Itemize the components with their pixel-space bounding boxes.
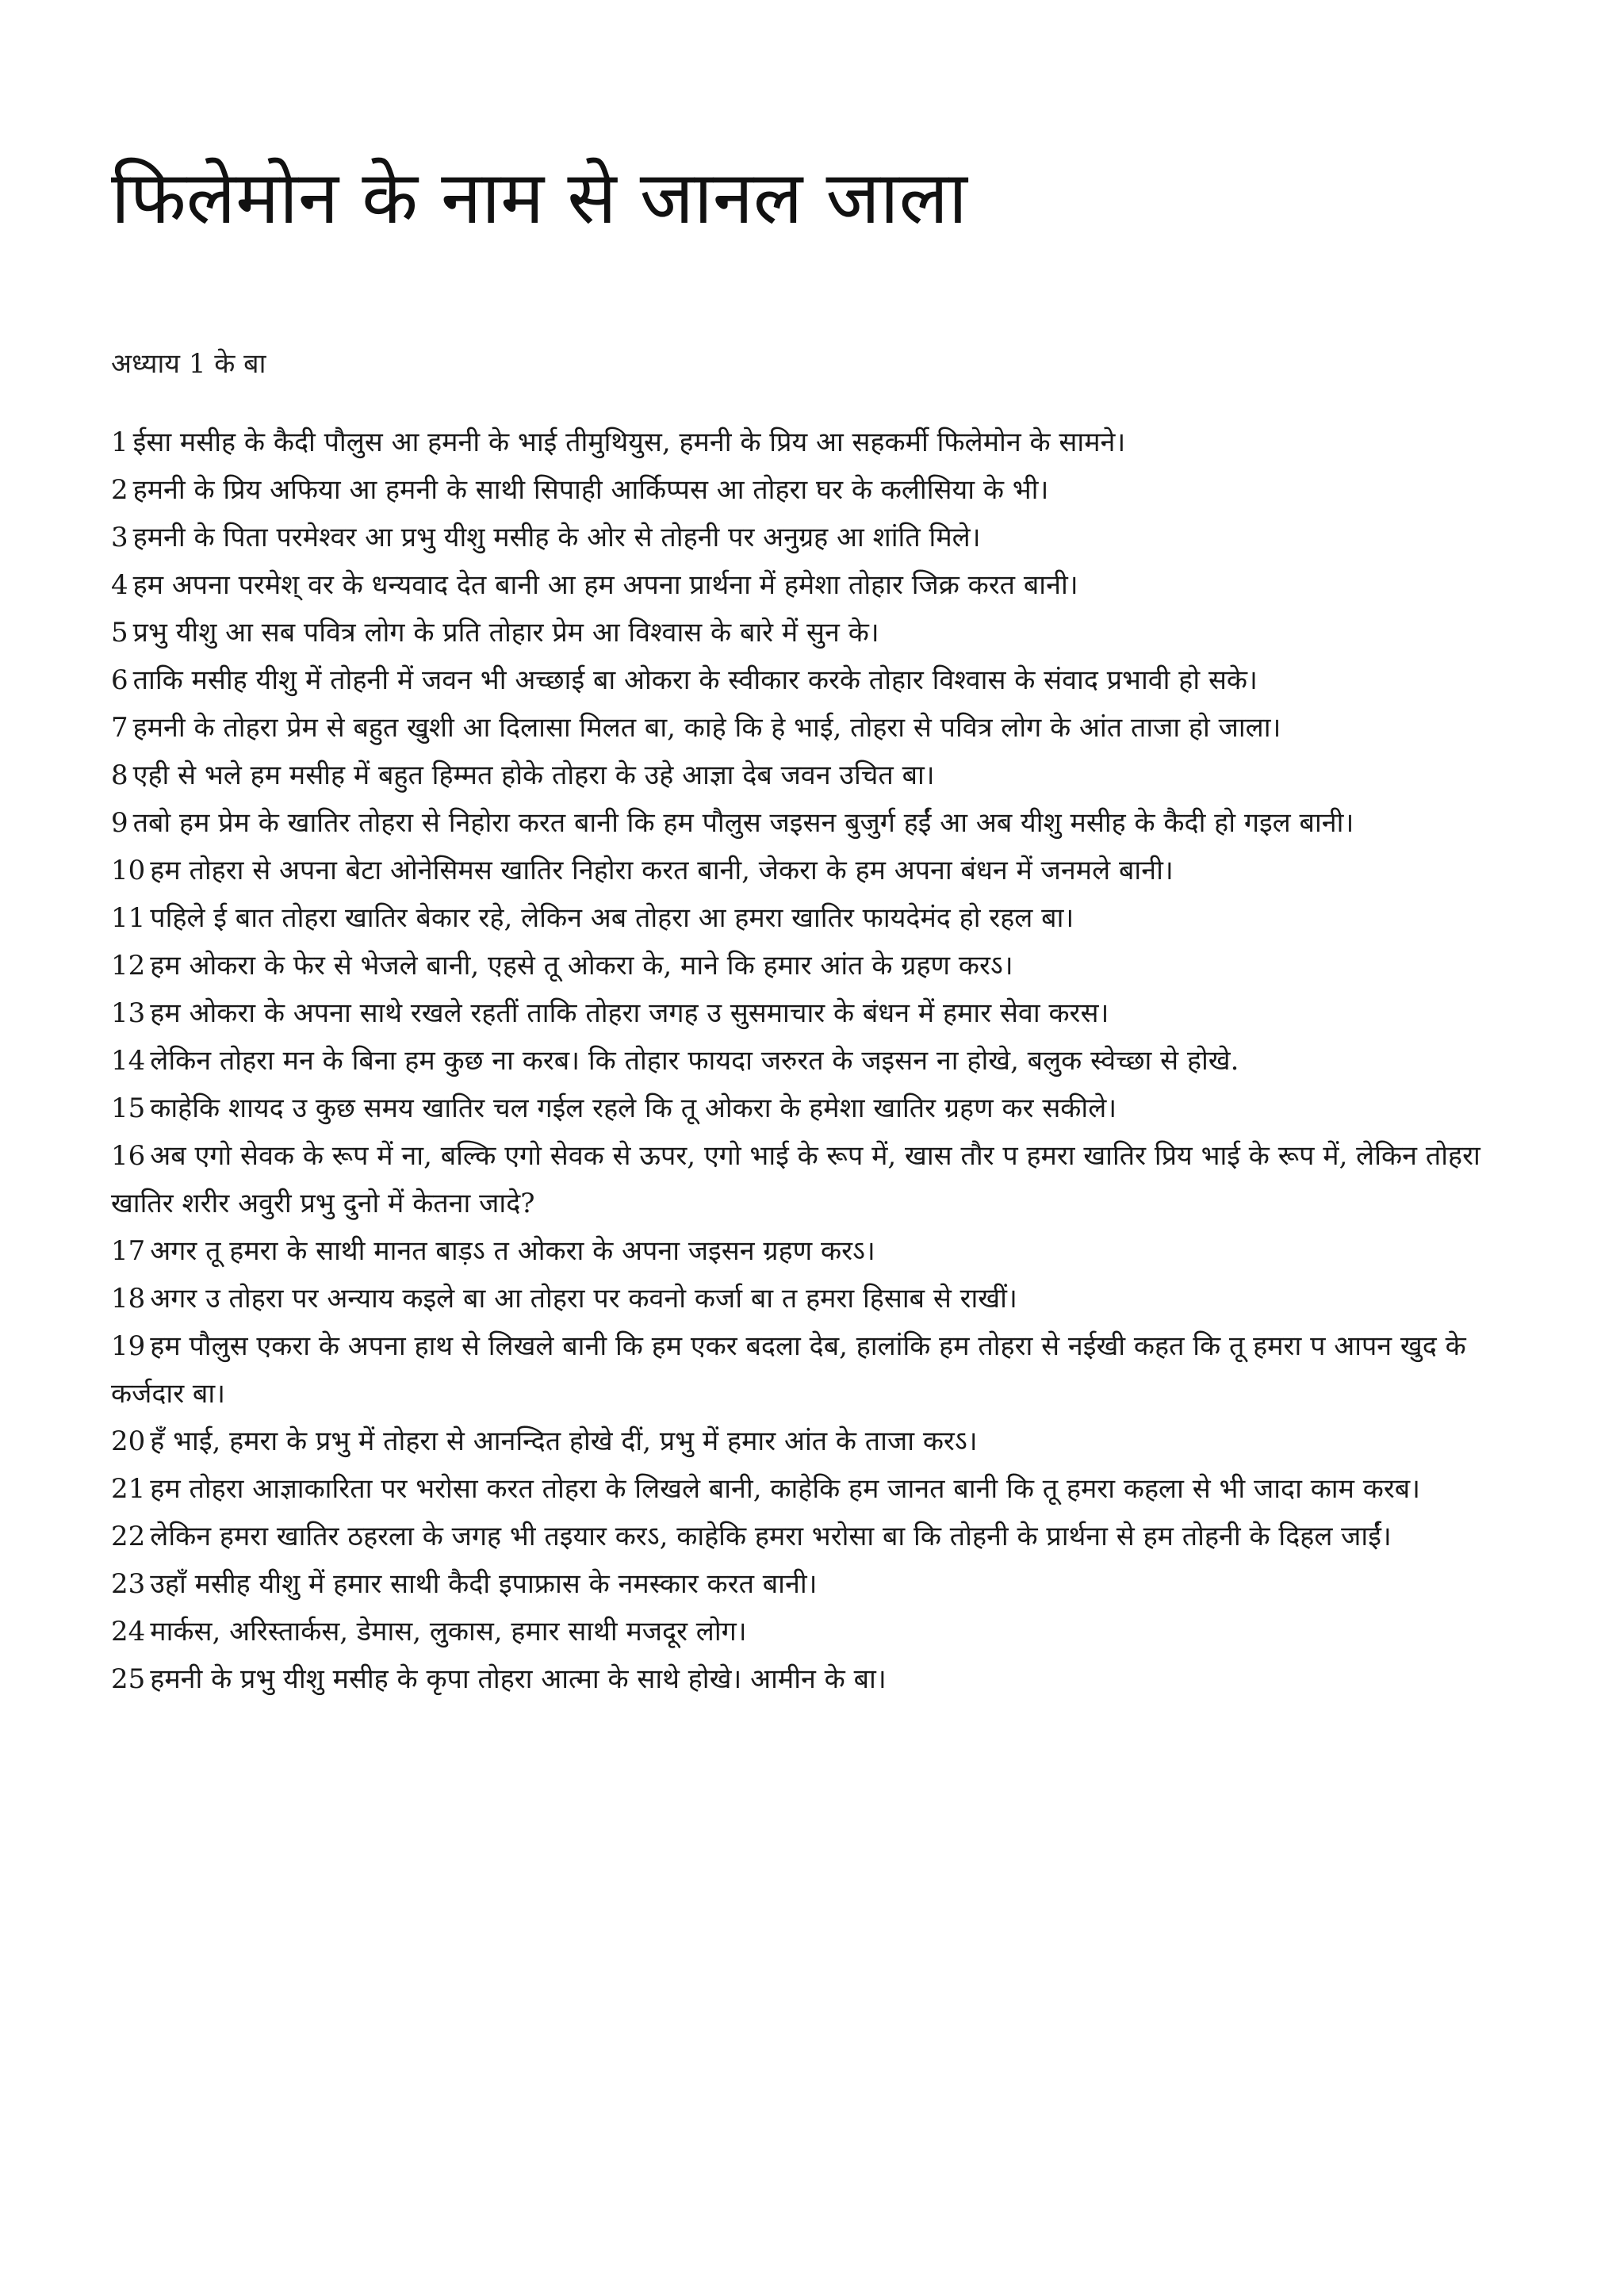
verse-text: प्रभु यीशु आ सब पवित्र लोग के प्रति तोहार प्रेम आ विश्वास के बारे में सुन के।	[132, 617, 879, 649]
verse-text: हम ओकरा के फेर से भेजले बानी, एहसे तू ओकरा के, माने कि हमार आंत के ग्रहण करऽ।	[150, 950, 1013, 982]
verse-item	[111, 704, 1538, 752]
verse-text: अब एगो सेवक के रूप में ना, बल्कि एगो सेवक से ऊपर, एगो भाई के रूप में, खास तौर प हमरा खातिर प्रिय भाई के रूप में, लेकिन तोहरा खातिर शरीर अवुरी प्रभु दुनो में केतना जादे?	[111, 1140, 1480, 1219]
verse-number: 7	[111, 712, 128, 744]
verse-text: हमनी के प्रभु यीशु मसीह के कृपा तोहरा आत्मा के साथे होखे। आमीन के बा।	[150, 1663, 887, 1695]
verse-list	[111, 419, 1538, 1703]
verse-item	[111, 942, 1538, 989]
verse-item	[111, 466, 1538, 514]
verse-number: 4	[111, 569, 128, 601]
verse-text: तबो हम प्रेम के खातिर तोहरा से निहोरा करत बानी कि हम पौलुस जइसन बुजुर्ग हईं आ अब यीशु मसीह के कैदी हो गइल बानी।	[132, 807, 1354, 839]
document-title: फिलेमोन के नाम से जानल जाला	[111, 155, 967, 240]
verse-number: 15	[111, 1093, 146, 1124]
verse-number: 24	[111, 1616, 146, 1647]
verse-item	[111, 1465, 1538, 1513]
verse-text: काहेकि शायद उ कुछ समय खातिर चल गईल रहले कि तू ओकरा के हमेशा खातिर ग्रहण कर सकीले।	[150, 1093, 1117, 1124]
verse-number: 17	[111, 1235, 146, 1267]
verse-number: 13	[111, 997, 146, 1029]
verse-number: 20	[111, 1425, 146, 1457]
verse-number: 12	[111, 950, 146, 982]
verse-number: 8	[111, 760, 128, 791]
verse-text: हमनी के पिता परमेश्वर आ प्रभु यीशु मसीह के ओर से तोहनी पर अनुग्रह आ शांति मिले।	[132, 522, 981, 553]
verse-number: 10	[111, 855, 146, 886]
verse-text: हम पौलुस एकरा के अपना हाथ से लिखले बानी कि हम एकर बदला देब, हालांकि हम तोहरा से नईखी कहत कि तू हमरा प आपन खुद के कर्जदार बा।	[111, 1330, 1466, 1410]
verse-item	[111, 989, 1538, 1037]
verse-text: अगर उ तोहरा पर अन्याय कइले बा आ तोहरा पर कवनो कर्जा बा त हमरा हिसाब से राखीं।	[150, 1283, 1017, 1314]
verse-text: पहिले ई बात तोहरा खातिर बेकार रहे, लेकिन अब तोहरा आ हमरा खातिर फायदेमंद हो रहल बा।	[150, 902, 1074, 934]
verse-number: 6	[111, 664, 128, 696]
verse-item	[111, 609, 1538, 656]
verse-text: हम ओकरा के अपना साथे रखले रहतीं ताकि तोहरा जगह उ सुसमाचार के बंधन में हमार सेवा करस।	[150, 997, 1109, 1029]
verse-text: एही से भले हम मसीह में बहुत हिम्मत होके तोहरा के उहे आज्ञा देब जवन उचित बा।	[132, 760, 935, 791]
verse-item	[111, 1275, 1538, 1322]
verse-text: हम तोहरा से अपना बेटा ओनेसिमस खातिर निहोरा करत बानी, जेकरा के हम अपना बंधन में जनमले बानी।	[150, 855, 1174, 886]
verse-item	[111, 1132, 1538, 1227]
verse-number: 18	[111, 1283, 146, 1314]
verse-text: ईसा मसीह के कैदी पौलुस आ हमनी के भाई तीमुथियुस, हमनी के प्रिय आ सहकर्मी फिलेमोन के सामने।	[132, 427, 1126, 458]
chapter-heading: अध्याय 1 के बा	[111, 348, 266, 380]
verse-text: मार्कस, अरिस्तार्कस, डेमास, लुकास, हमार साथी मजदूर लोग।	[150, 1616, 747, 1647]
verse-text: लेकिन हमरा खातिर ठहरला के जगह भी तइयार करऽ, काहेकि हमरा भरोसा बा कि तोहनी के प्रार्थना से हम तोहनी के दिहल जाईं।	[150, 1521, 1392, 1552]
verse-number: 1	[111, 427, 128, 458]
verse-number: 3	[111, 522, 128, 553]
verse-item	[111, 419, 1538, 466]
verse-text: हमनी के प्रिय अफिया आ हमनी के साथी सिपाही आर्किप्पस आ तोहरा घर के कलीसिया के भी।	[132, 474, 1049, 506]
verse-text: उहाँ मसीह यीशु में हमार साथी कैदी इपाफ्रास के नमस्कार करत बानी।	[150, 1568, 818, 1600]
verse-item	[111, 799, 1538, 847]
verse-text: अगर तू हमरा के साथी मानत बाड़ऽ त ओकरा के अपना जइसन ग्रहण करऽ।	[150, 1235, 875, 1267]
verse-text: हँ भाई, हमरा के प्रभु में तोहरा से आनन्दित होखे दीं, प्रभु में हमार आंत के ताजा करऽ।	[150, 1425, 978, 1457]
verse-number: 21	[111, 1473, 146, 1505]
verse-item	[111, 847, 1538, 894]
verse-number: 11	[111, 902, 146, 934]
verse-item	[111, 1655, 1538, 1703]
verse-item	[111, 1037, 1538, 1085]
verse-text: हम तोहरा आज्ञाकारिता पर भरोसा करत तोहरा के लिखले बानी, काहेकि हम जानत बानी कि तू हमरा कहला से भी जादा काम करब।	[150, 1473, 1421, 1505]
verse-item	[111, 894, 1538, 942]
verse-number: 14	[111, 1045, 146, 1077]
verse-number: 2	[111, 474, 128, 506]
verse-item	[111, 1513, 1538, 1560]
verse-item	[111, 1608, 1538, 1655]
verse-text: हमनी के तोहरा प्रेम से बहुत खुशी आ दिलासा मिलत बा, काहे कि हे भाई, तोहरा से पवित्र लोग के आंत ताजा हो जाला।	[132, 712, 1281, 744]
verse-number: 23	[111, 1568, 146, 1600]
verse-item	[111, 514, 1538, 561]
verse-number: 9	[111, 807, 128, 839]
verse-text: ताकि मसीह यीशु में तोहनी में जवन भी अच्छाई बा ओकरा के स्वीकार करके तोहार विश्वास के संवाद प्रभावी हो सके।	[132, 664, 1258, 696]
verse-number: 22	[111, 1521, 146, 1552]
verse-item	[111, 1085, 1538, 1132]
verse-number: 19	[111, 1330, 146, 1362]
verse-item	[111, 752, 1538, 799]
verse-item	[111, 1227, 1538, 1275]
verse-item	[111, 1418, 1538, 1465]
verse-item	[111, 656, 1538, 704]
verse-number: 5	[111, 617, 128, 649]
verse-number: 25	[111, 1663, 146, 1695]
verse-text: लेकिन तोहरा मन के बिना हम कुछ ना करब। कि तोहार फायदा जरुरत के जइसन ना होखे, बलुक स्वेच्छा से होखे.	[150, 1045, 1239, 1077]
verse-number: 16	[111, 1140, 146, 1172]
verse-item	[111, 1322, 1538, 1418]
verse-text: हम अपना परमेश् वर के धन्यवाद देत बानी आ हम अपना प्रार्थना में हमेशा तोहार जिक्र करत बानी।	[132, 569, 1078, 601]
verse-item	[111, 561, 1538, 609]
verse-item	[111, 1560, 1538, 1608]
